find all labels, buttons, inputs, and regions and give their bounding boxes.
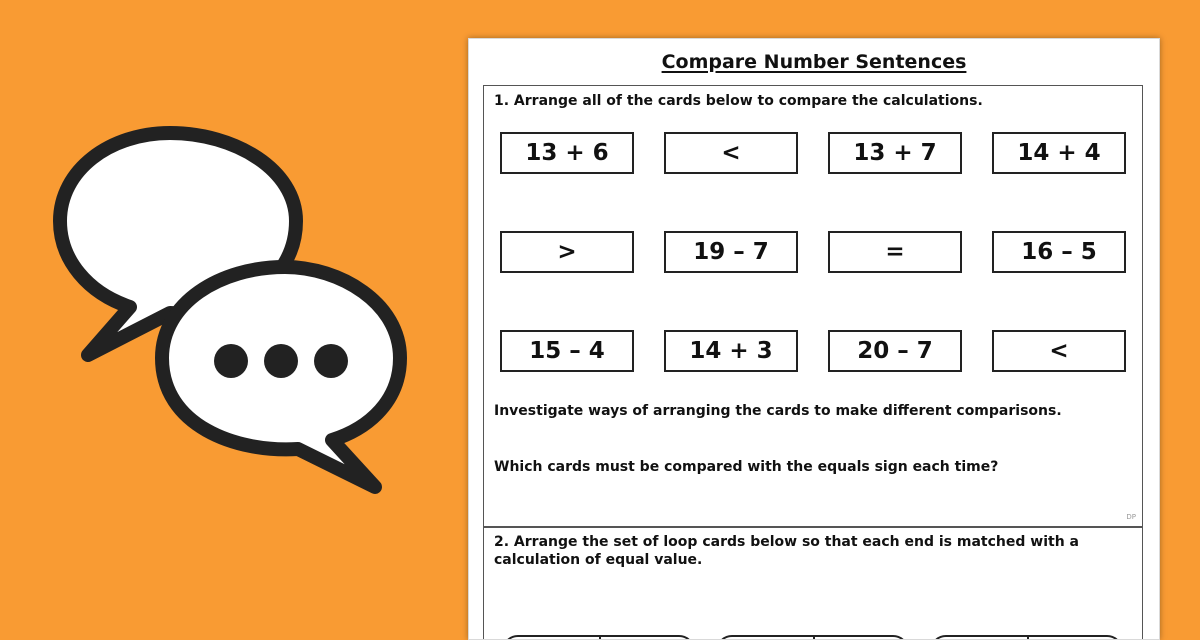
comparison-card: 14 + 4 xyxy=(992,132,1126,174)
comparison-card: 20 – 7 xyxy=(828,330,962,372)
question-2-box xyxy=(483,526,1143,640)
footer-tag: DP xyxy=(1126,513,1136,521)
question-1-prompt: 1. Arrange all of the cards below to compare the calculations. xyxy=(494,93,983,109)
followup-question: Which cards must be compared with the equals sign each time? xyxy=(494,459,999,475)
worksheet-page xyxy=(468,38,1160,640)
ellipsis-dot-icon xyxy=(314,344,348,378)
comparison-card: = xyxy=(828,231,962,273)
comparison-card: 13 + 7 xyxy=(828,132,962,174)
comparison-card: 16 – 5 xyxy=(992,231,1126,273)
ellipsis-dot-icon xyxy=(264,344,298,378)
question-2-prompt: 2. Arrange the set of loop cards below so that each end is matched with a calculation of equal value. xyxy=(494,534,1079,568)
comparison-card: < xyxy=(664,132,798,174)
ellipsis-dot-icon xyxy=(214,344,248,378)
comparison-card: > xyxy=(500,231,634,273)
loop-card xyxy=(502,635,695,640)
worksheet-title xyxy=(469,51,1159,73)
worksheet-title-text: Compare Number Sentences xyxy=(661,51,967,73)
comparison-card: 14 + 3 xyxy=(664,330,798,372)
speech-bubble-ellipsis-icon xyxy=(162,267,400,487)
speech-bubbles-illustration xyxy=(50,125,410,495)
comparison-card: 19 – 7 xyxy=(664,231,798,273)
loop-card xyxy=(716,635,909,640)
comparison-card: < xyxy=(992,330,1126,372)
loop-card xyxy=(930,635,1123,640)
comparison-card: 13 + 6 xyxy=(500,132,634,174)
question-1-box xyxy=(483,85,1143,528)
comparison-card: 15 – 4 xyxy=(500,330,634,372)
investigate-instruction: Investigate ways of arranging the cards to make different comparisons. xyxy=(494,403,1062,419)
